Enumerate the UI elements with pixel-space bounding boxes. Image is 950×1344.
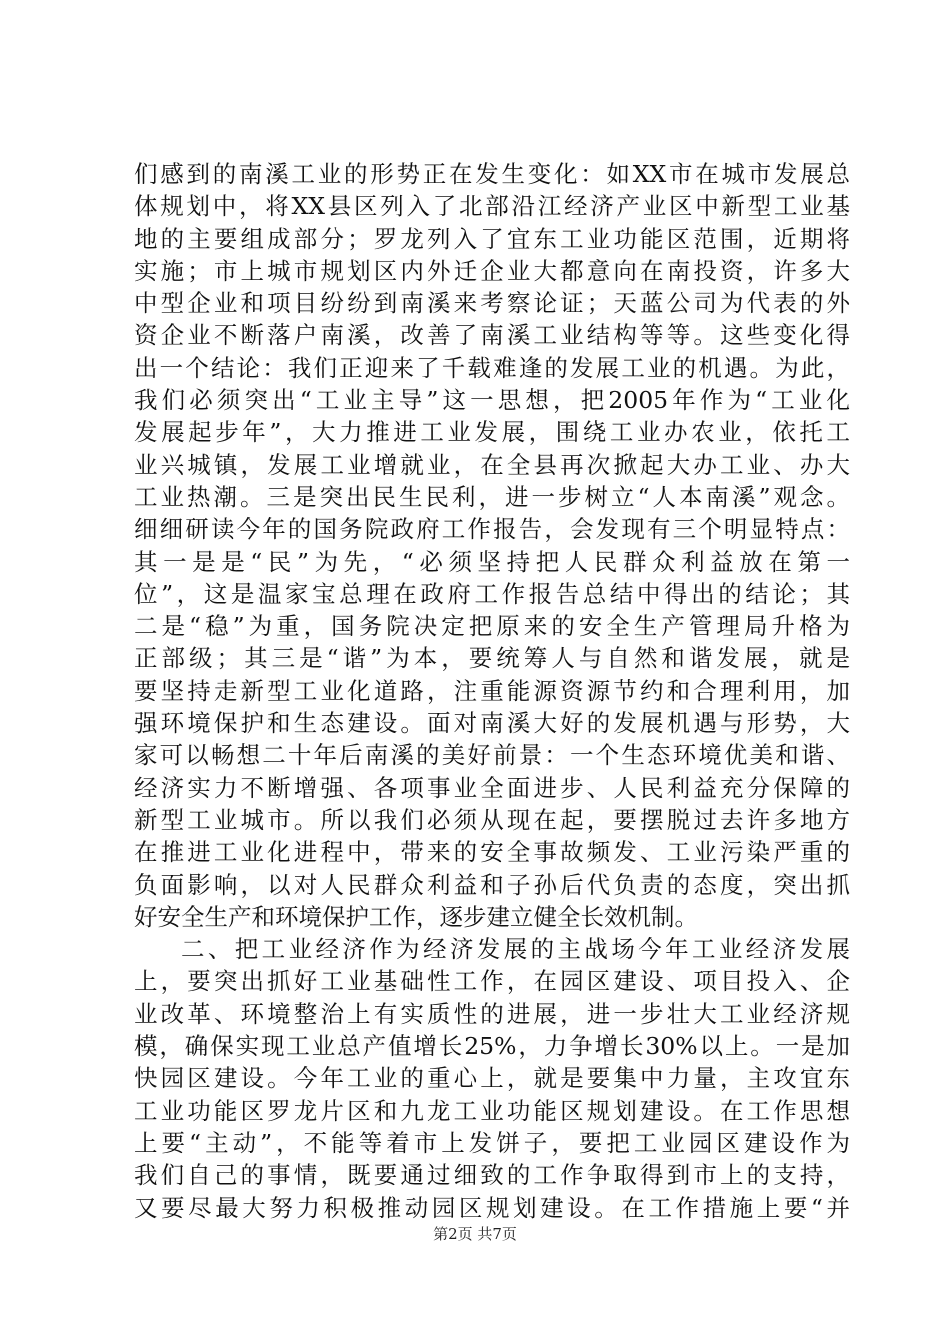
text-line: 工业功能区罗龙片区和九龙工业功能区规划建设。在工作思想: [134, 1096, 850, 1125]
text-line: 我们必须突出“工业主导”这一思想，把2005年作为“工业化: [134, 386, 850, 415]
document-body: [134, 158, 850, 1224]
text-line: 二、把工业经济作为经济发展的主战场今年工业经济发展: [181, 935, 850, 964]
text-line: 们感到的南溪工业的形势正在发生变化：如XX市在城市发展总: [134, 160, 850, 188]
text-line: 家可以畅想二十年后南溪的美好前景：一个生态环境优美和谐、: [134, 741, 850, 770]
text-line: 业兴城镇，发展工业增就业，在全县再次掀起大办工业、办大: [134, 450, 850, 479]
text-line: 我们自己的事情，既要通过细致的工作争取得到市上的支持，: [134, 1161, 850, 1190]
text-line: 出一个结论：我们正迎来了千载难逢的发展工业的机遇。为此，: [134, 353, 850, 382]
page-number-footer: 第2页 共7页: [433, 1225, 517, 1243]
text-line: 二是“稳”为重，国务院决定把原来的安全生产管理局升格为: [134, 612, 850, 641]
text-line: 细细研读今年的国务院政府工作报告，会发现有三个明显特点：: [134, 515, 850, 544]
text-line: 业改革、环境整治上有实质性的进展，进一步壮大工业经济规: [134, 999, 850, 1028]
text-line: 地的主要组成部分；罗龙列入了宜东工业功能区范围，近期将: [134, 224, 850, 253]
text-line: 好安全生产和环境保护工作，逐步建立健全长效机制。: [134, 902, 698, 931]
text-line: 负面影响，以对人民群众利益和子孙后代负责的态度，突出抓: [134, 870, 850, 899]
paragraph-2: [134, 933, 850, 1224]
text-line: 工业热潮。三是突出民生民利，进一步树立“人本南溪”观念。: [134, 482, 850, 511]
text-line: 资企业不断落户南溪，改善了南溪工业结构等等。这些变化得: [134, 321, 850, 350]
text-line: 体规划中，将XX县区列入了北部沿江经济产业区中新型工业基: [134, 192, 850, 221]
text-line: 位”，这是温家宝总理在政府工作报告总结中得出的结论；其: [134, 579, 850, 608]
text-line: 新型工业城市。所以我们必须从现在起，要摆脱过去许多地方: [134, 805, 850, 834]
paragraph-1: [134, 158, 850, 933]
text-line: 中型企业和项目纷纷到南溪来考察论证；天蓝公司为代表的外: [134, 289, 850, 318]
text-line: 上，要突出抓好工业基础性工作，在园区建设、项目投入、企: [134, 967, 850, 996]
text-line: 又要尽最大努力积极推动园区规划建设。在工作措施上要“并: [134, 1193, 850, 1222]
text-line: 发展起步年”，大力推进工业发展，围绕工业办农业，依托工: [134, 418, 850, 447]
text-line: 要坚持走新型工业化道路，注重能源资源节约和合理利用，加: [134, 676, 850, 705]
text-line: 在推进工业化进程中，带来的安全事故频发、工业污染严重的: [134, 838, 850, 867]
text-line: 经济实力不断增强、各项事业全面进步、人民利益充分保障的: [134, 773, 850, 802]
text-line: 强环境保护和生态建设。面对南溪大好的发展机遇与形势，大: [134, 709, 850, 738]
text-line: 其一是是“民”为先，“必须坚持把人民群众利益放在第一: [134, 547, 850, 576]
text-line: 正部级；其三是“谐”为本，要统筹人与自然和谐发展，就是: [134, 644, 850, 673]
text-line: 上要“主动”，不能等着市上发饼子，要把工业园区建设作为: [134, 1128, 850, 1157]
text-line: 快园区建设。今年工业的重心上，就是要集中力量，主攻宜东: [134, 1064, 850, 1093]
text-line: 模，确保实现工业总产值增长25%，力争增长30%以上。一是加: [134, 1032, 850, 1061]
text-line: 实施；市上城市规划区内外迁企业大都意向在南投资，许多大: [134, 256, 850, 285]
